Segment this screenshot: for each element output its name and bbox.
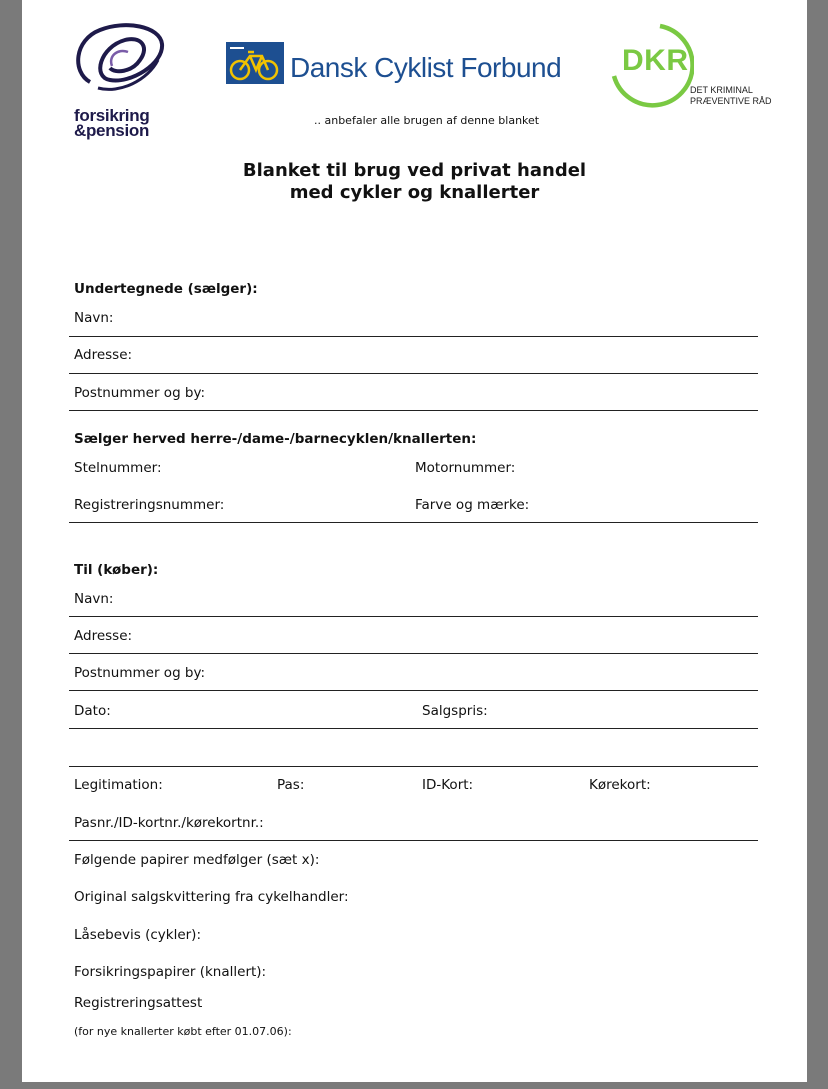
blank-line[interactable] xyxy=(69,766,758,767)
registration-certificate-label: Registreringsattest xyxy=(74,995,203,1011)
drivers-license-label: Kørekort: xyxy=(589,777,651,793)
lock-certificate-label: Låsebevis (cykler): xyxy=(74,927,201,943)
id-numbers-label: Pasnr./ID-kortnr./kørekortnr.: xyxy=(74,815,264,831)
buyer-name-label: Navn: xyxy=(74,591,114,607)
fp-line2: &pension xyxy=(74,121,150,140)
seller-name-label: Navn: xyxy=(74,310,114,326)
papers-heading: Følgende papirer medfølger (sæt x): xyxy=(74,852,320,868)
buyer-postal-label: Postnummer og by: xyxy=(74,665,206,681)
buyer-name-line[interactable] xyxy=(69,616,758,617)
tagline: .. anbefaler alle brugen af denne blanket xyxy=(314,114,540,127)
seller-address-line[interactable] xyxy=(69,373,758,374)
registration-number-label: Registreringsnummer: xyxy=(74,497,225,513)
title-line-1: Blanket til brug ved privat handel xyxy=(242,160,587,181)
legitimation-label: Legitimation: xyxy=(74,777,163,793)
seller-postal-line[interactable] xyxy=(69,410,758,411)
id-numbers-line[interactable] xyxy=(69,840,758,841)
date-label: Dato: xyxy=(74,703,111,719)
date-price-line[interactable] xyxy=(69,728,758,729)
form-page xyxy=(22,0,807,1082)
buyer-address-line[interactable] xyxy=(69,653,758,654)
passport-label: Pas: xyxy=(277,777,305,793)
dcf-name: Dansk Cyklist Forbund xyxy=(290,52,562,83)
frame-number-label: Stelnummer: xyxy=(74,460,162,476)
dkr-logo xyxy=(608,22,772,112)
seller-address-label: Adresse: xyxy=(74,347,133,363)
seller-postal-label: Postnummer og by: xyxy=(74,385,206,401)
vehicle-heading: Sælger herved herre-/dame-/barnecyklen/knallerten: xyxy=(74,431,477,447)
dkr-line1: DET KRIMINAL xyxy=(690,85,753,95)
seller-name-line[interactable] xyxy=(69,336,758,337)
vehicle-line[interactable] xyxy=(69,522,758,523)
dkr-line2: PRÆVENTIVE RÅD xyxy=(690,96,772,106)
engine-number-label: Motornummer: xyxy=(415,460,516,476)
insurance-papers-label: Forsikringspapirer (knallert): xyxy=(74,964,267,980)
dkr-abbr: DKR xyxy=(622,44,689,77)
forsikring-pension-swirl-icon xyxy=(70,22,168,100)
seller-heading: Undertegnede (sælger): xyxy=(74,281,258,297)
id-card-label: ID-Kort: xyxy=(422,777,474,793)
buyer-heading: Til (køber): xyxy=(74,562,159,578)
buyer-postal-line[interactable] xyxy=(69,690,758,691)
fp-line1: forsikring xyxy=(74,106,150,125)
receipt-label: Original salgskvittering fra cykelhandler: xyxy=(74,889,349,905)
registration-note: (for nye knallerter købt efter 01.07.06): xyxy=(74,1025,292,1038)
color-brand-label: Farve og mærke: xyxy=(415,497,530,513)
bicycle-icon xyxy=(226,42,284,84)
forsikring-pension-logo xyxy=(70,22,168,140)
title-line-2: med cykler og knallerter xyxy=(289,182,540,203)
price-label: Salgspris: xyxy=(422,703,488,719)
buyer-address-label: Adresse: xyxy=(74,628,133,644)
